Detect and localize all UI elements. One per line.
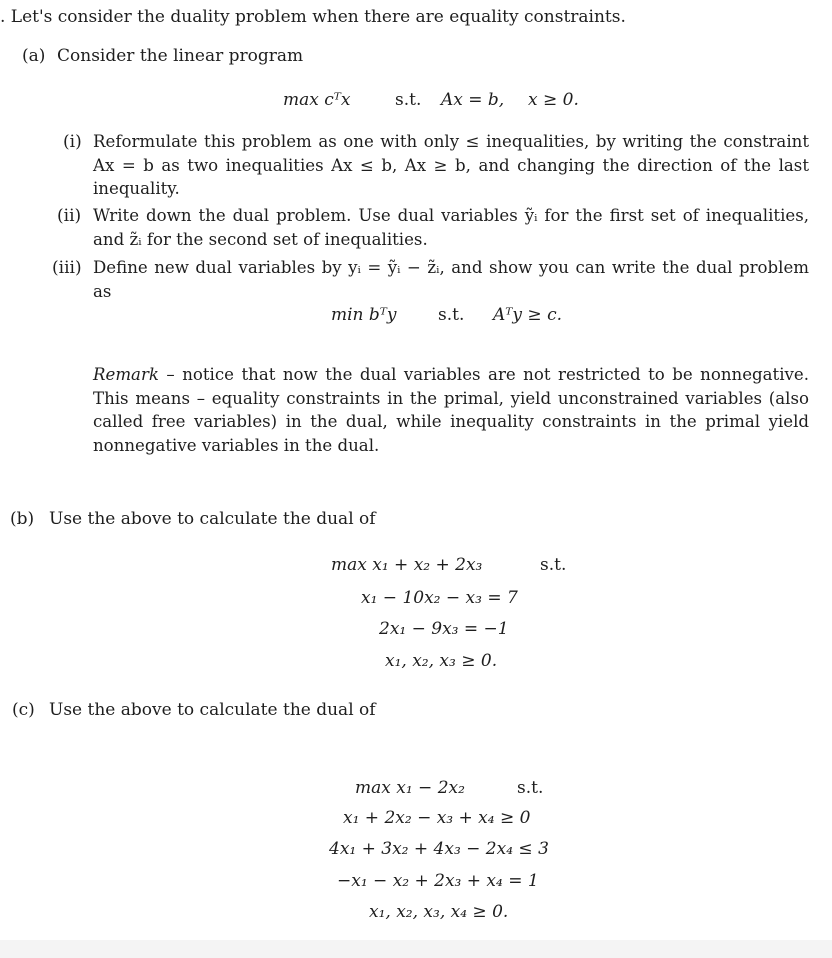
lp-constraint: Ax = b, [441, 90, 505, 110]
item-ii-text [93, 204, 809, 251]
c-constraint-3: −x₁ − x₂ + 2x₃ + x₄ = 1 [337, 871, 539, 891]
item-i-line-2: Ax = b as two inequalities Ax ≤ b, Ax ≥ b, and changing the direction of the last [93, 155, 809, 175]
c-objective: max x₁ − 2x₂ [355, 778, 465, 798]
part-b-text: Use the above to calculate the dual of [49, 509, 376, 529]
b-constraint-1: x₁ − 10x₂ − x₃ = 7 [361, 588, 518, 608]
remark-line-1-text: – notice that now the dual variables are not restricted to be nonnegative. [158, 365, 809, 384]
item-i-text [93, 130, 809, 201]
c-constraint-2: 4x₁ + 3x₂ + 4x₃ − 2x₄ ≤ 3 [329, 839, 549, 859]
remark-line-1 [93, 363, 809, 387]
item-iii-label: (iii) [52, 258, 82, 278]
lp-nonneg: x ≥ 0. [528, 90, 579, 110]
part-a-text: Consider the linear program [57, 46, 304, 66]
item-i-line-1: Reformulate this problem as one with only ≤ inequalities, by writing the constraint [93, 132, 809, 151]
page-bottom-edge [0, 940, 832, 958]
c-constraint-1: x₁ + 2x₂ − x₃ + x₄ ≥ 0 [343, 808, 531, 828]
remark-line-4: nonnegative variables in the dual. [93, 435, 380, 455]
lp-st: s.t. [395, 90, 422, 110]
part-c-text: Use the above to calculate the dual of [49, 700, 376, 720]
item-ii-line-2: and z̃ᵢ for the second set of inequalities. [93, 229, 428, 249]
item-iii-line-1: Define new dual variables by yᵢ = ỹᵢ − z̃ᵢ, and show you can write the dual problem [93, 258, 809, 277]
remark-line-2: This means – equality constraints in the primal, yield unconstrained variables (also [93, 388, 809, 408]
lp-objective: max cᵀx [283, 90, 351, 110]
item-iii-line-2: as [93, 281, 112, 301]
item-ii-line-1: Write down the dual problem. Use dual variables ỹᵢ for the first set of inequalities, [93, 206, 809, 225]
item-i-line-3: inequality. [93, 179, 180, 198]
intro-text: . Let's consider the duality problem when there are equality constraints. [0, 7, 626, 27]
dual-objective: min bᵀy [331, 305, 397, 325]
remark-label: Remark [93, 365, 159, 384]
b-objective: max x₁ + x₂ + 2x₃ [331, 555, 483, 575]
dual-constraint: Aᵀy ≥ c. [493, 305, 562, 325]
c-nonneg: x₁, x₂, x₃, x₄ ≥ 0. [369, 902, 509, 922]
c-st: s.t. [517, 778, 544, 798]
remark-line-3: called free variables) in the dual, while inequality constraints in the primal yield [93, 412, 809, 431]
b-st: s.t. [540, 555, 567, 575]
dual-st: s.t. [438, 305, 465, 325]
item-ii-label: (ii) [57, 206, 82, 226]
part-a-label: (a) [22, 46, 46, 66]
part-b-label: (b) [10, 509, 35, 529]
item-i-label: (i) [63, 132, 82, 152]
part-c-label: (c) [12, 700, 35, 720]
b-nonneg: x₁, x₂, x₃ ≥ 0. [385, 651, 498, 671]
b-constraint-2: 2x₁ − 9x₃ = −1 [379, 619, 509, 639]
item-iii-text [93, 256, 809, 303]
remark-paragraph [93, 363, 809, 457]
